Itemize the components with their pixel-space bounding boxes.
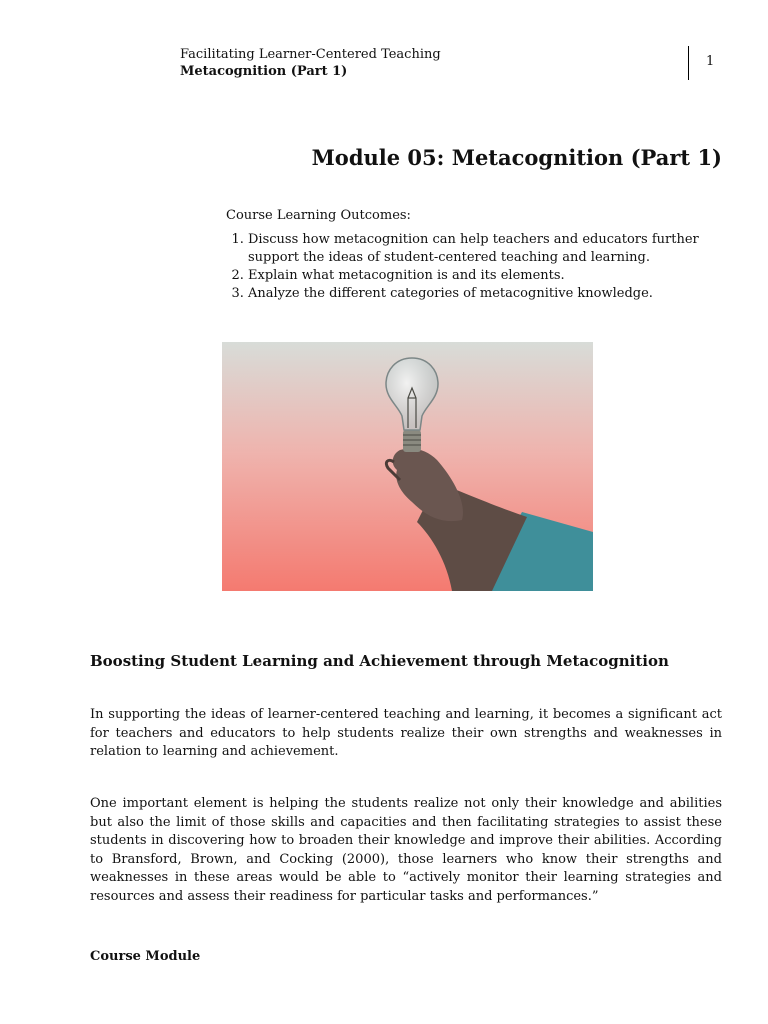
- header-course-title: Facilitating Learner-Centered Teaching: [180, 47, 441, 62]
- learning-outcomes: [226, 207, 726, 303]
- body-paragraph: In supporting the ideas of learner-centered teaching and learning, it becomes a significant act for teachers and educators to help students realize their own strengths and weaknesses in relation to learning and achievement.: [90, 707, 722, 759]
- outcome-item: 1. Discuss how metacognition can help teachers and educators further support the ideas of student-centered teaching and learning.: [248, 231, 726, 267]
- bulb-base: [403, 430, 421, 452]
- outcomes-list: [226, 231, 726, 303]
- page-number: 1: [706, 54, 715, 69]
- outcome-item: 2. Explain what metacognition is and its elements.: [248, 267, 726, 285]
- outcomes-heading: Course Learning Outcomes:: [226, 208, 411, 223]
- body-paragraph: One important element is helping the students realize not only their knowledge and abilities but also the limit of those skills and capacities and then facilitating strategies to assist these students in discovering how to broaden their knowledge and improve their abilities. According to Bransford, Brown, and Cocking (2000), those learners who know their strengths and weaknesses in these areas would be able to “actively monitor their learning strategies and resources and assess their readiness for particular tasks and performances.”: [90, 796, 722, 904]
- running-header: [180, 46, 441, 80]
- header-divider: [688, 46, 689, 80]
- footer-label: Course Module: [90, 949, 201, 964]
- header-module-title: Metacognition (Part 1): [180, 64, 348, 79]
- lightbulb-photo: [222, 342, 593, 591]
- outcome-item: 3. Analyze the different categories of metacognitive knowledge.: [248, 285, 726, 303]
- page-title: Module 05: Metacognition (Part 1): [311, 145, 722, 170]
- section-heading: Boosting Student Learning and Achievement through Metacognition: [90, 652, 669, 670]
